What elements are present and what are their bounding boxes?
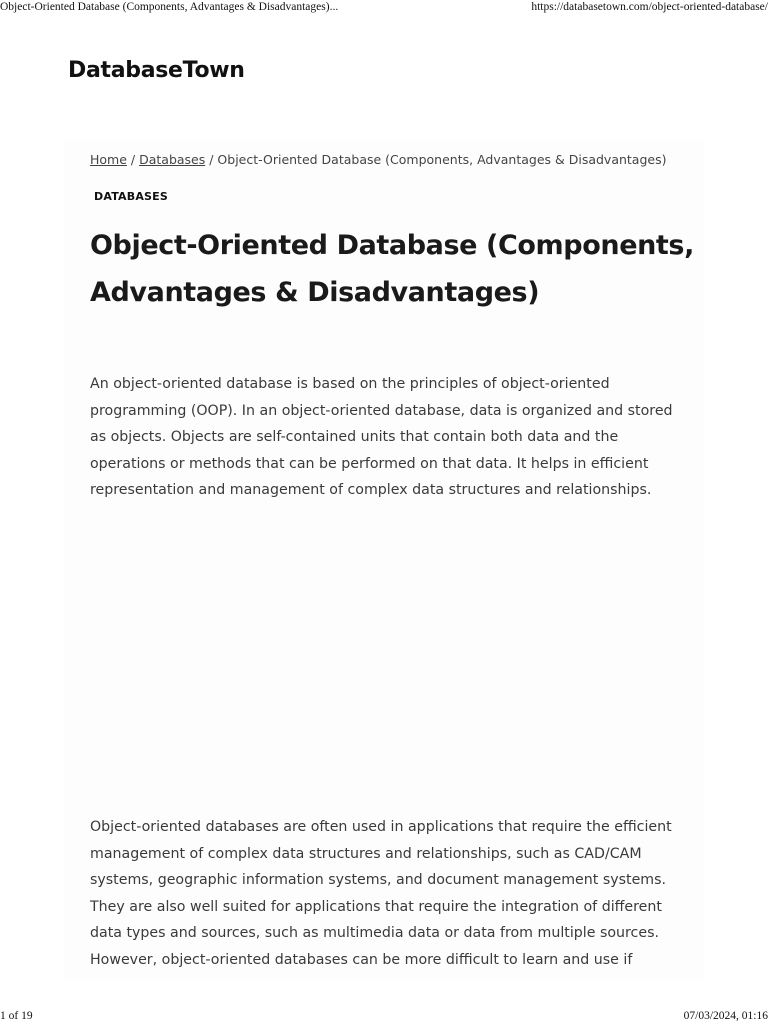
page-counter: 1 of 19 (0, 1010, 33, 1022)
article-paragraph: Object-oriented databases are often used in applications that require the efficient management of complex data structures and relationships, such as CAD/CAM systems, geographic information systems, and document management systems. They are also well suited for applications that require the integration of different data types and sources, such as multimedia data or data from multiple sources. However, object-oriented databases can be more difficult to learn and use if (90, 819, 672, 968)
site-title[interactable]: DatabaseTown (68, 58, 245, 83)
article-paragraph: An object-oriented database is based on the principles of object-oriented programming (OOP). In an object-oriented database, data is organized and stored as objects. Objects are self-contained units that contain both data and the operations or methods that can be performed on that data. It helps in efficient representation and management of complex data structures and relationships. (90, 376, 673, 498)
print-timestamp: 07/03/2024, 01:16 (683, 1010, 768, 1022)
breadcrumb (90, 152, 666, 167)
article-title: Object-Oriented Database (Components, Advantages & Disadvantages) (90, 230, 694, 308)
breadcrumb-home-link[interactable]: Home (90, 152, 127, 167)
print-header-title: Object-Oriented Database (Components, Advantages & Disadvantages)... (0, 1, 339, 13)
breadcrumb-separator: / (126, 152, 140, 167)
breadcrumb-current: Object-Oriented Database (Components, Advantages & Disadvantages) (217, 152, 667, 167)
category-label[interactable]: DATABASES (94, 190, 169, 203)
print-header-url: https://databasetown.com/object-oriented-database/ (531, 1, 768, 13)
breadcrumb-separator: / (205, 152, 218, 167)
breadcrumb-databases-link[interactable]: Databases (139, 152, 206, 167)
